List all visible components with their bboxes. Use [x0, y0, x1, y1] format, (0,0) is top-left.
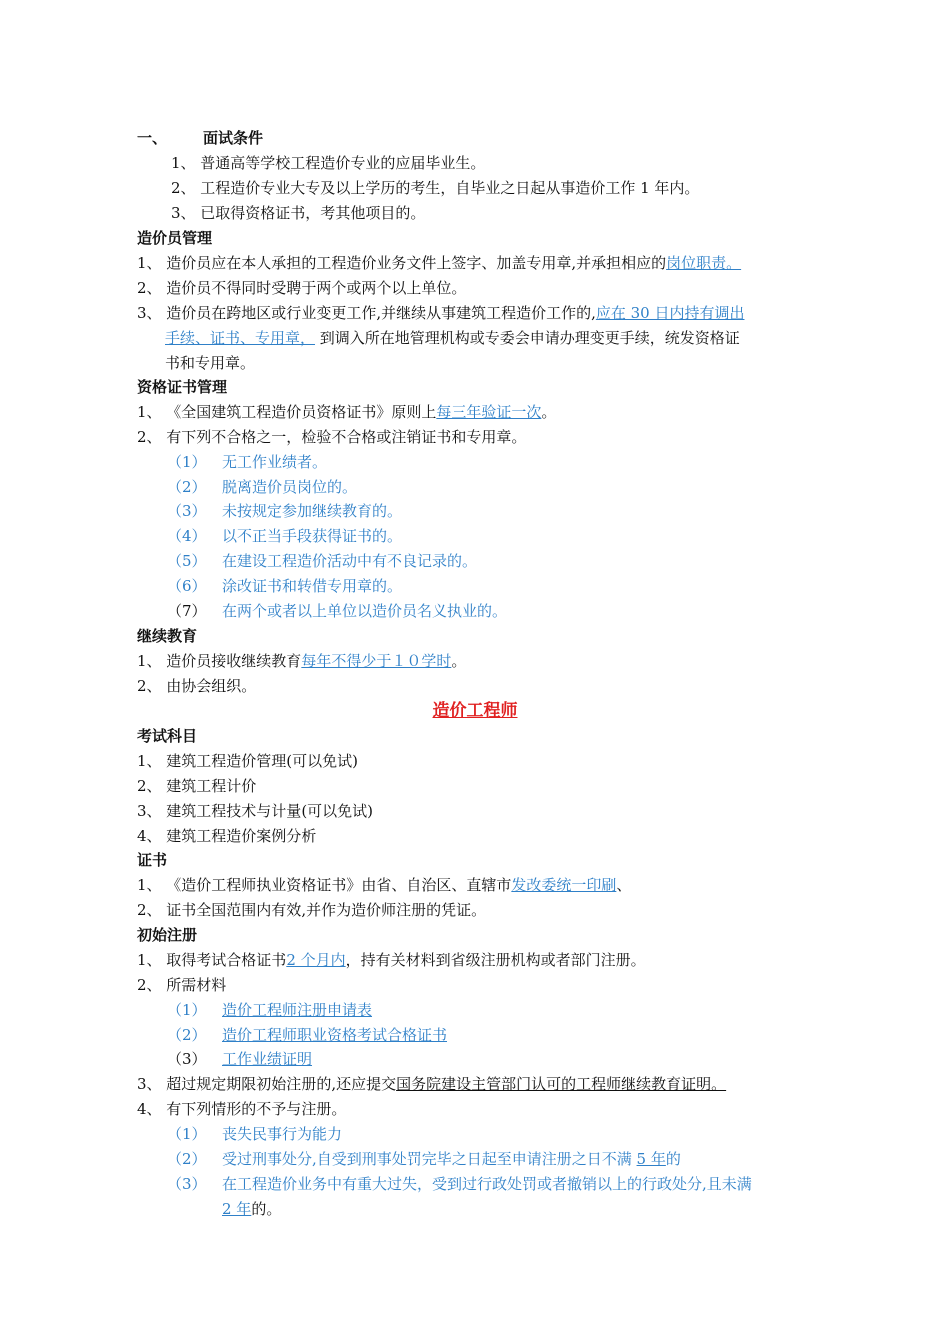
- list-item: 2、 有下列不合格之一，检验不合格或注销证书和专用章。: [137, 428, 527, 446]
- list-item: 1、 《全国建筑工程造价员资格证书》原则上每三年验证一次。: [137, 403, 557, 421]
- list-item: 2、 证书全国范围内有效,并作为造价师注册的凭证。: [137, 901, 487, 919]
- list-item: 1、 造价员接收继续教育每年不得少于１０学时。: [137, 652, 467, 670]
- sub-item: （2） 脱离造价员岗位的。: [167, 478, 358, 496]
- sub-item: （6） 涂改证书和转借专用章的。: [167, 577, 403, 595]
- link-education-certificate[interactable]: 国务院建设主管部门认可的工程师继续教育证明。: [396, 1075, 727, 1093]
- list-item: 1、 建筑工程造价管理(可以免试): [137, 752, 359, 770]
- sub-item: （4） 以不正当手段获得证书的。: [167, 527, 403, 545]
- section-heading-certificate: 证书: [137, 851, 168, 869]
- section-heading-continuing-education: 继续教育: [137, 627, 198, 645]
- list-item: 3、 已取得资格证书，考其他项目的。: [171, 204, 426, 222]
- list-item: 3、 超过规定期限初始注册的,还应提交国务院建设主管部门认可的工程师继续教育证明。: [137, 1075, 727, 1093]
- section-heading-interview: [137, 128, 263, 148]
- section-number: 一、: [137, 129, 168, 147]
- sub-item: （2） 受过刑事处分,自受到刑事处罚完毕之日起至申请注册之日不满 5 年的: [167, 1150, 681, 1168]
- section-heading-initial-registration: 初始注册: [137, 926, 198, 944]
- link-five-years[interactable]: 5 年: [636, 1150, 666, 1168]
- sub-item: （1） 无工作业绩者。: [167, 453, 328, 471]
- list-item: 2、 由协会组织。: [137, 677, 257, 695]
- list-item: 2、 所需材料: [137, 976, 227, 994]
- link-transfer-documents[interactable]: 手续、证书、专用章，: [165, 329, 316, 347]
- section-heading-cost-manager: 造价员管理: [137, 229, 213, 247]
- sub-item-continuation: 2 年的。: [222, 1200, 282, 1218]
- sub-item: （3） 工作业绩证明: [167, 1050, 313, 1068]
- list-item: 3、 造价员在跨地区或行业变更工作,并继续从事建筑工程造价工作的,应在 30 日内持有调出: [137, 304, 745, 322]
- list-item: 1、 《造价工程师执业资格证书》由省、自治区、直辖市发改委统一印刷、: [137, 876, 632, 894]
- sub-item: （5） 在建设工程造价活动中有不良记录的。: [167, 552, 478, 570]
- list-item: 2、 工程造价专业大专及以上学历的考生，自毕业之日起从事造价工作 1 年内。: [171, 179, 700, 197]
- link-two-months[interactable]: 2 个月内: [286, 951, 346, 969]
- section-heading-exam-subjects: 考试科目: [137, 727, 198, 745]
- sub-item: （3） 未按规定参加继续教育的。: [167, 502, 403, 520]
- list-item: 1、 普通高等学校工程造价专业的应届毕业生。: [171, 154, 486, 172]
- link-two-years[interactable]: 2 年: [222, 1200, 252, 1218]
- list-item-continuation: 手续、证书、专用章， 到调入所在地管理机构或专委会申请办理变更手续，统发资格证: [165, 329, 740, 347]
- link-verify-every-three-years[interactable]: 每三年验证一次: [436, 403, 542, 421]
- link-ndrc-printing[interactable]: 发改委统一印刷: [511, 876, 617, 894]
- sub-item: （1） 丧失民事行为能力: [167, 1125, 343, 1143]
- section-heading-certificate-management: 资格证书管理: [137, 378, 228, 396]
- link-registration-form[interactable]: 造价工程师注册申请表: [222, 1001, 373, 1019]
- list-item-continuation: 书和专用章。: [165, 354, 256, 372]
- list-item: 3、 建筑工程技术与计量(可以免试): [137, 802, 374, 820]
- page-title: 造价工程师: [432, 701, 518, 721]
- link-transfer-within-30-days[interactable]: 应在 30 日内持有调出: [595, 304, 745, 322]
- list-item: 2、 建筑工程计价: [137, 777, 257, 795]
- sub-item: （3） 在工程造价业务中有重大过失，受到过行政处罚或者撤销以上的行政处分,且未满: [167, 1175, 752, 1193]
- list-item: 1、 取得考试合格证书2 个月内，持有关材料到省级注册机构或者部门注册。: [137, 951, 646, 969]
- list-item: 4、 建筑工程造价案例分析: [137, 827, 317, 845]
- section-title: 面试条件: [203, 129, 264, 147]
- link-ten-hours-per-year[interactable]: 每年不得少于１０学时: [301, 652, 452, 670]
- link-work-record[interactable]: 工作业绩证明: [222, 1050, 313, 1068]
- sub-item: （7） 在两个或者以上单位以造价员名义执业的。: [167, 602, 508, 620]
- link-qualification-certificate[interactable]: 造价工程师职业资格考试合格证书: [222, 1026, 448, 1044]
- list-item: 4、 有下列情形的不予与注册。: [137, 1100, 347, 1118]
- list-item: 2、 造价员不得同时受聘于两个或两个以上单位。: [137, 279, 467, 297]
- list-item: 1、 造价员应在本人承担的工程造价业务文件上签字、加盖专用章,并承担相应的岗位职责。: [137, 254, 742, 272]
- sub-item: （2） 造价工程师职业资格考试合格证书: [167, 1026, 448, 1044]
- link-job-duties[interactable]: 岗位职责。: [666, 254, 742, 272]
- sub-item: （1） 造价工程师注册申请表: [167, 1001, 373, 1019]
